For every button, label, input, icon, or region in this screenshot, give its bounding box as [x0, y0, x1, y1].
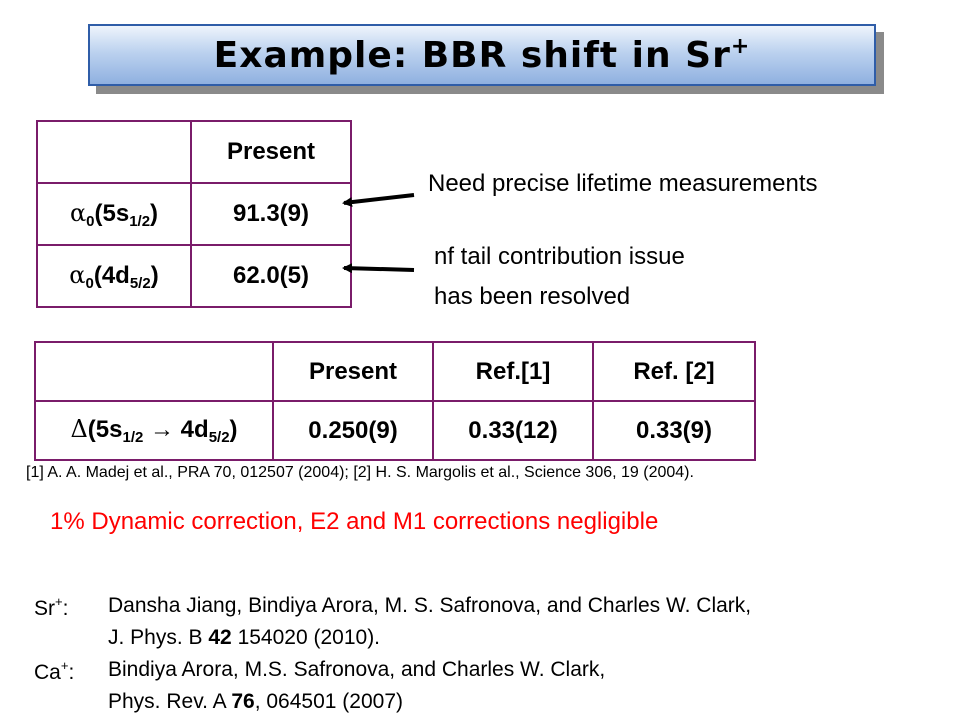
- row-label-5s: $\alpha_0(5s_{1/2})$: [37, 183, 191, 245]
- value-present: 0.250(9): [273, 401, 433, 460]
- table-row: [35, 401, 755, 460]
- citation-sr-line2: J. Phys. B 42 154020 (2010).: [108, 626, 381, 649]
- value-ref2: 0.33(9): [593, 401, 755, 460]
- value-4d: 62.0(5): [191, 245, 351, 307]
- note-lifetime: Need precise lifetime measurements: [428, 170, 818, 197]
- value-ref1: 0.33(12): [433, 401, 593, 460]
- table-header-present: Present: [191, 121, 351, 183]
- slide-title: Example: BBR shift in Sr+: [213, 34, 751, 76]
- row-label-4d: $\alpha_0(4d_{5/2})$: [37, 245, 191, 307]
- table-row: [35, 342, 755, 401]
- highlight-text: 1% Dynamic correction, E2 and M1 corrections negligible: [50, 508, 659, 535]
- value-5s: 91.3(9): [191, 183, 351, 245]
- citation-ca-line1: Bindiya Arora, M.S. Safronova, and Charles W. Clark,: [108, 658, 606, 681]
- citation-sr-ion: Sr+:: [34, 594, 69, 620]
- table-cell-empty: [35, 342, 273, 401]
- arrow-tail: [344, 268, 414, 270]
- table-header-ref1: Ref.[1]: [433, 342, 593, 401]
- note-tail-line2: has been resolved: [434, 283, 631, 310]
- table-header-ref2: Ref. [2]: [593, 342, 755, 401]
- row-label-transition: $\Delta(5s_{1/2} \to 4d_{5/2})$: [35, 401, 273, 460]
- note-tail-line1: nf tail contribution issue: [434, 243, 685, 270]
- citation-ca-line2: Phys. Rev. A 76, 064501 (2007): [108, 690, 403, 713]
- table-header-present: Present: [273, 342, 433, 401]
- citation-sr-line1: Dansha Jiang, Bindiya Arora, M. S. Safronova, and Charles W. Clark,: [108, 594, 752, 617]
- references-text: [1] A. A. Madej et al., PRA 70, 012507 (2004); [2] H. S. Margolis et al., Science 306, 19 (2004).: [26, 464, 694, 481]
- arrow-lifetime: [344, 195, 414, 203]
- citation-ca-ion: Ca+:: [34, 658, 75, 684]
- bbr-shift-table: [34, 341, 756, 461]
